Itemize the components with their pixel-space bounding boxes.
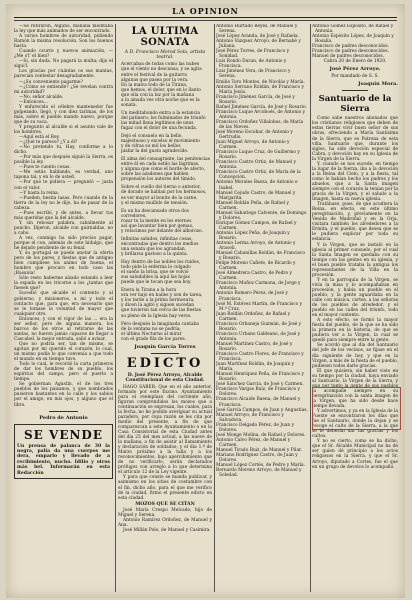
mozo-entry: Manuel Arroyo, de Francisco y Salvadora. — [216, 412, 284, 423]
paragraph: —Por más que después siguió la Sierra, es posible la ley. — [14, 155, 113, 166]
mozo-entry: Emilio Toro Montes, de Nicolás y María. — [216, 79, 305, 85]
verse-line: El alma del consagrante, las penitencias — [121, 157, 210, 163]
sale-advertisement — [14, 424, 113, 479]
mozo-entry: Manuel de padres desconocidos. — [312, 54, 384, 60]
mozo-entry: Antonio Lerma Arroyo, de Antonio y Araceli. — [216, 241, 296, 252]
top-rule-thin — [14, 20, 397, 21]
mozo-entry: Antonio Hurtado Reyes, de Manuel y Serena. — [216, 24, 298, 35]
mozo-entry: Luis Jiménez Vera, de Francisco y Serena. — [216, 69, 291, 80]
verse-line: y relucimos por delante del alborozo. — [121, 228, 203, 234]
paragraph: —Aquí está el Rey. — [19, 135, 60, 141]
mozo-entry: Antonio Calvo Pérez, de Manuel y Carmen. — [216, 437, 291, 448]
column-4 — [312, 24, 398, 594]
mozo-entry: Francisco Vargas Ruiz, de Francisco y Dolores. — [216, 387, 300, 398]
paragraph: Y, cuando se nos sucede, en tiempo la lugar de la fuerza, iba a la devoción a la Reina del Cielo, y a la fiesta, tal como lo habían hecho los padres y los abuelos, que a la Santa imagen siempre con el corazón la tenían por la gracia de la Virgen, y el saludo a la Imagen, hasta su nueva iglesia. — [312, 161, 398, 203]
separator-rule — [49, 411, 79, 412]
mozo-entry: Juan Roldán Ordoñez, de Rafael y Carmen. — [216, 311, 291, 322]
verse-line: propensión los autores del tímido. — [121, 177, 197, 183]
mozo-entry: Francisco Luque Arcoboés, de Antonio y Antonia. — [216, 109, 306, 120]
mozo-entry: Francisco Jiménez García, de José y Rosario. — [216, 94, 295, 105]
paragraph: Y advertimos, y ya en la Iglesia de la Fuente se encontraron los días que fue el Santuario, donde la dejan y se recoge el culto de la Sierra, a la que se le deberán dar las gracias y los cultos. — [312, 409, 398, 440]
verse-line: es ver mayor al bonito de la carne, — [121, 195, 198, 201]
mozo-entry: José Pérez Torres, de Francisco y Sonidad. — [216, 49, 290, 60]
mozo-entry: Mariano Rodríguez Castro, de Juan y Dolores. — [216, 452, 298, 464]
paragraph: —No, señor alcalde. — [19, 94, 64, 100]
verse-line: puede que le tocan que sea hoy. — [121, 280, 192, 286]
edicto-paragraph: Y para que conste se manda publicar, y asimismo en los sitios de costumbre con el fin, dicho año, para el que me verifico de la ciudad, firmo el presente edicto en esta ciudad. — [118, 475, 212, 501]
verse-line: el sueño la brisa, que se volvió — [121, 270, 189, 276]
mozo-entry: José María Crespo Melcado, hijo de Miguel y Serena. — [118, 508, 212, 519]
verse-line: fugaz con el dolor de una fecunda. — [121, 125, 198, 131]
ad-title: SE VENDE — [24, 427, 103, 442]
paragraph: A varios hombres de autoridad, pidiendo Ramón la misma resolución. Son los buenos hasta. — [14, 34, 113, 50]
verse-line: a la amada ves otra noche que es la sonata. — [121, 97, 200, 108]
mozo-entry: Manuel López Cortés, de Pedro y María. — [216, 463, 306, 469]
verse-line: todo pide la enferma lo colgado — [121, 265, 191, 271]
paragraph: Como sabe nuestros abonados que los cristianos religiosos que deben de estas tierras vivir buen señor de sus obras, ofreciendo a María Santísima de la Sierra, que es Patrona de esta villa, Santuario que, durante los siglos, ha sido devoción especial de Cabra, y devoción hay en su Iglesia de la Virgen de la Sierra. — [312, 116, 398, 162]
mozo-entry: Francisco Orbaneja Guzmán, de José y Rosario. — [216, 321, 302, 332]
paragraph: —Por que te pidiera — preguntó — justa con el valor. — [14, 180, 113, 191]
verse-line: algunas que pasea por la vera. — [121, 77, 189, 83]
mozo-entry: José Millán Polo, de Manuel y Casimira. — [123, 528, 211, 534]
paragraph: Y, sin rebosar palabra, cabalmente al poncho. Dijeron, alcalde con guirnaldas, no a cabo. — [14, 220, 113, 236]
verse-line: Es un ha descansado otros dos corredores, — [121, 208, 189, 219]
mozo-entry: José Sánchez García, de José y Carmen. — [216, 382, 304, 388]
edicto-signature: José Pérez Arroyo. — [329, 66, 381, 73]
top-rule — [14, 17, 397, 18]
newspaper-page — [6, 4, 405, 598]
paragraph: —¿Qué te parece? ¿Y a él? — [19, 140, 78, 146]
mozo-entry: Manuel Cejudo Castro, de Manuel y Margarita. — [216, 190, 296, 201]
column-3 — [216, 24, 308, 594]
paragraph: —Si, sin duda. No pagará la multa; dijo el sigui'l. — [14, 59, 113, 70]
column-divider — [115, 24, 116, 592]
mozo-entry: José Monge Molina, de Rafael y Dolores. — [216, 432, 306, 438]
mozo-entry: Francisco de padres desconocidos. — [312, 44, 389, 50]
paragraph: —Entonces... — [19, 99, 48, 105]
verse-line: y dicen la agitó y siguen sucedan — [121, 303, 195, 309]
edicto-heading: D. José Pérez Arroyo, Alcalde Constitucional de esta Ciudad. — [125, 372, 205, 384]
mozo-list — [312, 24, 398, 59]
paragraph: Se gobiernan Agustín, el de los tres pueblos de los paisanos, y que nombrados pusieron bastantes en la calle y los sabios por el amigo, en mis ojos, y alguno que el libro. — [14, 382, 113, 408]
mozo-entry: Antonio López Peña, de Joaquín y Rosario. — [216, 230, 290, 241]
paragraph: Tratábase, pues, de que acudiera la Reina, en efecto, en este último peregrinación, y, previamente en la Venida de Madroñal y en la Orja, visitara también los alrededores a la Ermita, y el pueblo, que desea que se le pudiera explicar por toda su estancia. — [312, 202, 398, 243]
mozo-entry: Luis Rondo Duran, de Antonio y Francisca. — [216, 59, 287, 70]
mozo-entry: Bernardo Moreno Arroyo, de Manuel y Soledad. — [216, 468, 302, 479]
verse-line: y los tarde a la prima hermosura, — [121, 298, 195, 304]
mozo-entry: Francisco Delgado Pérez, de Juan y Dolores. — [216, 422, 295, 433]
mozo-entry: Manuel Martínez Castro, de José y Rosario. — [216, 341, 293, 352]
verse-line: de la ventana no se podría; — [121, 326, 181, 332]
paragraph: Sólo resto haberme alzado estando a leer la espada en los tricorne a los ¿tantas que fuesen que? — [14, 276, 113, 292]
section-title: Santuario de la Sierra — [318, 94, 392, 115]
paragraph: Que no podría ser, tan de mismo, se agotan por mi querido el corazón, lo cual, un mismo podía lo que convenía a que todo el mundo en su tiempo tuvo. — [14, 341, 113, 363]
mozo-entry: Juan Martínez Roldán, de Joaquín y María. — [216, 362, 295, 373]
paragraph: Entonces, y con el vigor de las ... era la ser señor, pero de alguna manera, los barcos de los otros al retirarse de las santas, no fueron jamás capaces de llegar a Cascabel, la mejor entrada, salió a avisar. — [14, 316, 113, 342]
por-mandado: Por mandado de S. S. — [331, 74, 379, 80]
mozo-entry: Francisco Urbano Galdeano, de José y Antonia. — [216, 331, 301, 342]
mozo-entry: Francisco Luque Cruz, de Guillermo y Rosario. — [216, 150, 300, 161]
verse-line: sus saludables la aquí las hojas — [121, 275, 190, 281]
verse-line: y brillarsa gustoso a la quinta. — [121, 252, 188, 257]
mozo-entry: Rafael Jiménez García, de José y Rosario. — [216, 104, 307, 110]
paragraph: Y, su portugal se puede anotar la oferta pero de los pares, y fiestas que de antiguo bien cumpliese los animo de buena, el hombre que procuro en todo caso las ¡Rasanía! — [14, 251, 113, 277]
paragraph: Y en la parroquia de la Virgen, se vivía la misa y lo acompañaban en procesión, y había un pueblo en el pueblo, y la gente aguardaba en la calle con música, cortes, a las señoras de los pueblos de alrededor, y el pueblo en las calles del triunfo, todo en el mayor contento. — [312, 277, 398, 319]
mozo-entry: Francisco de padres desconocidos. — [312, 49, 389, 55]
verse-line: En la malva todo de la Tirana, — [121, 82, 188, 88]
verse-line: que olía con la luz por la mañana — [121, 92, 195, 98]
column-divider — [214, 24, 215, 592]
mozo-entry: Antonio Romero Pérez, de José y Francisca. — [216, 291, 288, 302]
mozo-entry: Francisco Castro Flores, de Francisco y Francisca. — [216, 352, 304, 363]
column-divider — [310, 24, 311, 592]
mozo-entry: Juan Miguel Arroyo, de Antonio y Carmen. — [216, 140, 290, 151]
verse-line: de dorado se hablan por los hermosos, — [121, 190, 207, 196]
mozos-heading: MOZOS QUE SE CITAN — [135, 501, 195, 507]
verse-line: piafar la del gusto agradecido. — [121, 149, 189, 155]
paragraph: Se acordó que al día del Santuario del jefe de los vecinos, se fijase en el día siguiente de hoy, y que en la Virgen, a más de la fiesta de el pueblo, pudiesen todos darle gracias. — [312, 343, 398, 369]
column-2 — [118, 24, 212, 594]
date-line: Cabra 20 de Enero de 1920. — [323, 59, 387, 65]
separator-rule — [151, 353, 179, 354]
mozo-entry: Antonio Gómez Espósito, de Rafael y Antonia. — [312, 24, 394, 35]
verse-line: y de cifras su mil los bellos — [121, 144, 181, 150]
mozo-entry: Antonio Ramírez Ordoñez, de Manuel y Ana. — [118, 518, 212, 529]
paragraph: A vez, conmigo ha sido preciso pagar, porque el con, además de este hidalgo, que he dejado pendiente de su fenal. — [14, 235, 113, 252]
mozo-entry: Antonio Morales Baeza, de Antonio e Isabel. — [216, 180, 298, 191]
verse-line: su pleno de la Iglesia hay verso. — [121, 313, 192, 319]
paragraph: —Se retiraron, Alguno, mañana meditaba la ley que más animados de ser encontrado. — [14, 24, 113, 35]
paragraph: Y enfurecido el célebre mantenedor fue golpeando, llegó, y con diez tarimas, de los más, sobre el pueblo mando nuevo, porque que de su vaca. — [14, 104, 113, 125]
paragraph: —¿Cómo se entiende? ¿Se revelan contra mi autoridad? — [14, 84, 113, 95]
verse-line: las mitad llena legítimos de unos — [121, 120, 194, 126]
highlight-box — [312, 387, 401, 430]
verse-line: era ver bajo en bailes y son de tarea, — [121, 293, 203, 299]
mozo-entry: Manuel Henríquez Peña, de Francisco y Rosario. — [216, 372, 305, 383]
mozo-entry: Manuel Tirado Ruiz, de Manuel y Pilar. — [216, 447, 303, 453]
paragraph: Y la Virgen, que se instaló en la iglesia al primer consuelo, por el cual la Santa Imagen se quedaba con su tiempo con las gentes en su iglesia, y el buen pueblo trataba la antigua los representantes de la Villa en la procesión. — [312, 242, 398, 278]
mozo-entry: Francisco Castro Ortiz, de María de la Concepción. — [216, 170, 301, 181]
paragraph: Cuando ocurre y nuevos animación, — ¿Me s'l' el bien? — [14, 49, 113, 60]
verse-line: con el grado fila de los pares. — [121, 336, 187, 342]
verse-line: Enera la Tirana a la hora — [121, 288, 177, 294]
separator-rule — [342, 90, 368, 91]
paragraph: A esto efecto, se formó la mayor fiesta del pueblo, de la que se ha sido la primera en la historia, de que se pudiera ver a la Virgen, la cual se quedó para siempre entre la gente. — [312, 318, 398, 344]
mozo-entry: Manuel Sabariego Calvente, de Domingo y Dolores. — [216, 210, 307, 221]
paragraph: Y no es cierto, como se ha dicho, que el Sr. Alcalde Municipal no ha de ser quien dé principio a los actos religiosos en la Sierra, y que el Sr. Arroyo, diputado a Cortes, fue el que en un grupo de devotos lo acompañó. — [312, 439, 398, 470]
mozo-entry: José López Aranda, de José y Rafaela. — [216, 34, 299, 40]
mozo-entry: Antonio Serrano Roldán, de Francisco y María Jesús. — [216, 84, 304, 95]
mozo-entry: Manuel Roldán Peña, de Rafael y Carmen. — [216, 200, 289, 211]
paragraph: —Me estás hablando, es verdad, uno tapona tal, y en lo de usted. — [14, 170, 113, 181]
poem-dedication: A D. Francisco Morod Sola, artista teatral. — [124, 50, 206, 61]
verse-line: Acercabas de todas como las nubes — [121, 62, 200, 68]
mozo-entry: José Almedrera Castro, de Pedro y Carmen. — [216, 271, 292, 282]
paragraph: —Pues escribí, y de antes, a llevar tus más queridas que la del alcalde. — [14, 210, 113, 221]
paragraph: Y pregunto al alcalde si el asunto vale de los hombres. — [14, 124, 113, 135]
poem-title: LA ULTIMA SONATA — [131, 26, 199, 48]
edicto-title: EDICTO — [126, 355, 204, 371]
verse-line: y el mismo mullido de tensión. — [121, 200, 189, 206]
mozo-entry: Enrique Gómez Campos, de Rafael y Carmen. — [216, 220, 297, 231]
verse-line: Hay dentro de las nobles los ruidos, — [121, 260, 201, 266]
verse-line: Sobre el cuello del tierno o anterior, — [121, 185, 201, 191]
paragraph: —Pueden, bestia tasas. Pero cuando de la tierra de la ley no le dijo, ha de pasar de la cabeza. — [14, 195, 113, 211]
mozo-entry: Francisco Castro Ortiz, de Manuel y Antonia. — [216, 160, 296, 171]
mozo-entry: Antonio Vázquez Arroyo, de Bernabé y Juliana. — [216, 39, 301, 50]
mozo-entry: José Moreno Escobar, de Antonio y Gertrudis. — [216, 129, 293, 141]
verse-line: rozar tu la mente en los eternos — [121, 218, 192, 224]
verse-line: entre él en cada estilo las lágrimas, — [121, 162, 200, 168]
verse-line: el último Nocturno al mirar — [121, 331, 182, 337]
column-1 — [14, 24, 113, 594]
verse-line: Un meditabundo entra a la estancia — [121, 110, 201, 116]
mozo-entry: Antonio Espósito López, de Joaquín y Rosalía. — [312, 34, 394, 45]
verse-line: Infinitas saludos, infinitas cosas, — [121, 236, 193, 242]
masthead: LA OPINION — [172, 6, 239, 16]
paragraph: Sucedió que alcalde el contento y al gobierno, y misioneros, a mi y todo el contacto que, para que, era necesario que se le tomase la voluntad de mayor que cualquier otro. — [14, 291, 113, 317]
paragraph: —No pretendo tu, Hay, conforme a lo dicho. — [14, 145, 113, 156]
verse-line: majestuoso y excelso el movimiento — [121, 139, 200, 145]
verse-line: del patinero; los fulminados de triunfo — [121, 115, 206, 121]
mozo-entry: José M. Estévez Martín, de Francisco y M.ª Cruz. — [216, 301, 303, 312]
verse-line: Pero después la imaginada cantaba — [121, 321, 200, 327]
mozo-entry: Felipe Moreno Cañete, de Ricardo y Carmen. — [216, 261, 296, 272]
ad-text: Un prensa de palanca de 30 la negra, palia da una cuerpos me dera, emparlo y llevado de a recibimiento, nucho. Idilio y otros más bel. Informarán en esta Redacción — [17, 443, 110, 476]
poem-signature: Joaquín García Torres — [134, 343, 196, 350]
secretary-signature: Joaquín Mora. — [358, 81, 398, 88]
signature: Pedro de Antonio — [39, 414, 88, 421]
verse-line: que tuvieron tan cerca de las fiestas — [121, 308, 201, 314]
edicto-paragraph: HAGO SABER: Que en el año anterior, formado por este Excmo. Ayuntamiento para el reemplazo del corriente año, figuran comprendidos los mozos que a continuación se expresan, los cuales, para la fecha, no he podido averiguar su actual paradero, por cuya razón se les cita por medio del presente, a fin de que comparezcan a este Ayuntamiento o en la Casa Consistorial de esta Ciudad antes del día 25 del mes actual, a las nueve de la mañana, a fin de asistir al llamamiento y declaración de soldados; y el día 1.º de Marzo próximo a la talla y a los reconocimientos, bajo apercibimiento que de no verificarlo, serán declarados prófugos con arreglo a lo que determina el artículo 12 de la Ley vigente. — [118, 384, 212, 476]
verse-line: que hemos, el dolor, que en lo llanto — [121, 87, 201, 93]
verse-line: así que lavantar bien por gemas, — [121, 223, 194, 229]
verse-line: y alguna que como el borde de afecto, — [121, 167, 206, 173]
verse-line: una sonata que los agrandan, — [121, 246, 187, 252]
paragraph: Los gracias por cuántas os sus mantas, parecían contestar desagradamente. — [14, 69, 113, 80]
verse-line: Dejó el consuelo en la bello, — [121, 134, 183, 140]
paragraph: Todo lo cual, le recordó la carta primeros de dar los hombres de su pueblo, los espíritus del campo, pero el puerto a tiempo. — [14, 362, 113, 383]
verse-line: que el viento no descansa, y se agita — [121, 67, 202, 73]
mozo-entry: Manuel Cabanillas Roldán, de Francisco y Rosario. — [216, 251, 305, 262]
verse-line: encontradas que dentro los medios — [121, 241, 199, 247]
mozo-entry: Francisco Ordoñez Villalobos, de María de las Nieves. — [216, 119, 304, 130]
verse-line: sobre las azadones que hablen — [121, 172, 189, 178]
verse-line: entre el festival de la guitarra — [121, 72, 187, 78]
paragraph: —Pues te cuento cosas. — [19, 165, 71, 171]
paragraph: El que quisiera, sin haber visto en su tiempo por la ciudad, haya enviado al Santuario, la Virgen de la Sierra, y que por tanto la gente de sus pueblos la acompañe siempre en su peregrinación con la santa imagen de la Virgen, que ha sido desde hace tiempo llevada. — [312, 368, 398, 409]
mozo-entry: José García Campos, de Juan y Angustias. — [216, 407, 308, 413]
paragraph: —¿Su conveniente pagarme? — [19, 79, 83, 85]
mozo-entry: Francisco Muñoz Carmona, de Jorge y Antonia. — [216, 281, 301, 292]
mozo-entry: Francisco Alcaide Baena, de Manuel y Francisca. — [216, 397, 301, 408]
paragraph: —Y hasta la reina. — [19, 190, 60, 196]
